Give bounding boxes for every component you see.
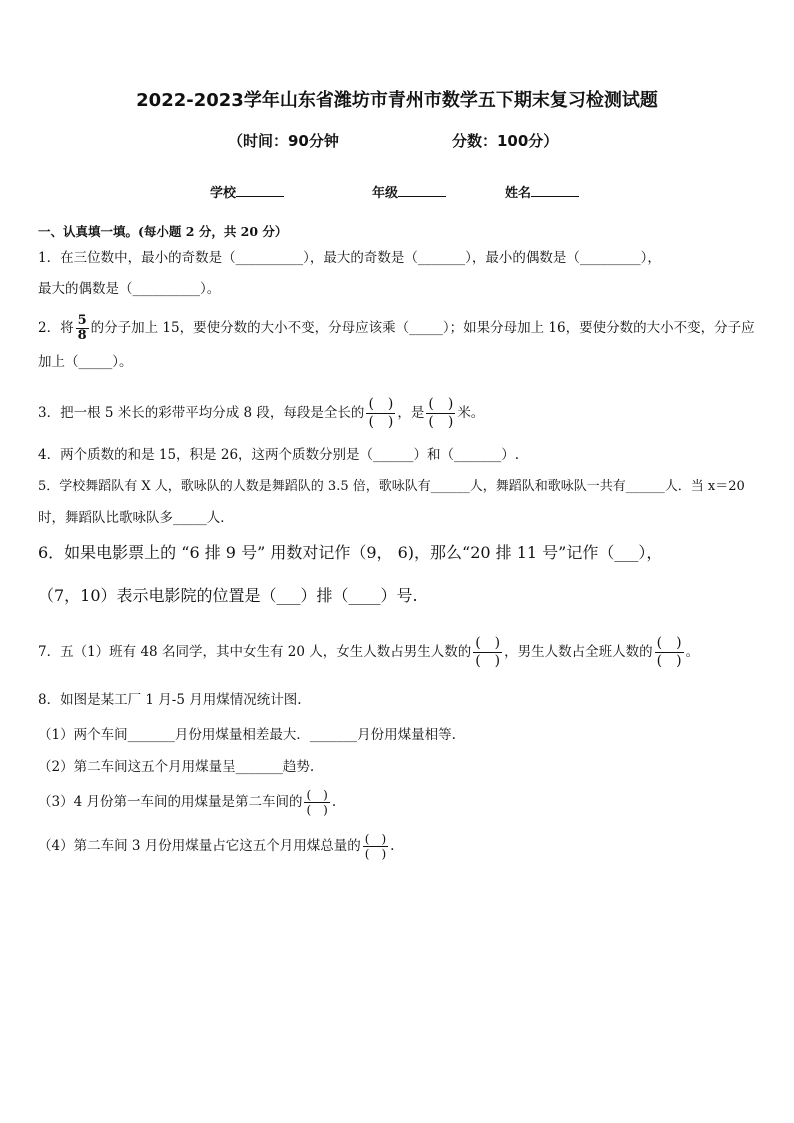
question-1-line-1: 1．在三位数中，最小的奇数是（__________），最大的奇数是（_______），最小的偶数是（_________）， [38, 250, 661, 266]
page-title: 2022-2023学年山东省潍坊市青州市数学五下期末复习检测试题 [136, 90, 658, 111]
question-8-sub-3: （3）4 月份第一车间的用煤量是第二车间的 $\frac{( )}{( )}$ . [38, 788, 337, 817]
exam-time: （时间：90分钟 [228, 132, 339, 150]
grade-label: 年级 [372, 186, 399, 201]
question-2-prefix: 2．将 [38, 320, 74, 336]
question-4: 4．两个质数的和是 15，积是 26，这两个质数分别是（______）和（_______）. [38, 447, 520, 463]
school-field [210, 182, 284, 201]
answer-fraction-blank[interactable]: $\frac{( )}{( )}$ [306, 788, 328, 817]
grade-blank[interactable] [398, 184, 446, 197]
answer-fraction-blank[interactable]: $\frac{( )}{( )}$ [428, 396, 454, 430]
school-label: 学校 [210, 186, 237, 201]
name-blank[interactable] [531, 184, 579, 197]
answer-fraction-blank[interactable]: $\frac{( )}{( )}$ [364, 832, 387, 861]
question-8-sub-4: （4）第二车间 3 月份用煤量占它这五个月用煤总量的 $\frac{( )}{( )}$ . [38, 832, 395, 861]
answer-fraction-blank[interactable]: $\frac{( )}{( )}$ [656, 635, 682, 669]
name-label: 姓名 [505, 186, 532, 201]
question-5-line-2: 时，舞蹈队比歌咏队多_____人． [38, 510, 234, 526]
name-field [505, 182, 579, 201]
section-heading: 一、认真填一填。(每小题 2 分，共 20 分） [38, 224, 288, 239]
question-8-sub-1: （1）两个车间_______月份用煤量相差最大．_______月份用煤量相等. [38, 727, 456, 743]
school-blank[interactable] [236, 184, 284, 197]
question-3: 3．把一根 5 米长的彩带平均分成 8 段，每段是全长的 $\frac{( )}{( )}$ ，是 $\frac{( )}{( )}$ 米。 [38, 396, 485, 430]
answer-fraction-blank[interactable]: $\frac{( )}{( )}$ [368, 396, 394, 430]
fraction-five-eighths: $\frac{5}{8}$ [77, 313, 87, 343]
exam-score: 分数：100分） [452, 132, 559, 150]
question-8-intro: 8．如图是某工厂 1 月-5 月用煤情况统计图. [38, 692, 302, 708]
answer-fraction-blank[interactable]: $\frac{( )}{( )}$ [475, 635, 501, 669]
question-2-line-1 [38, 314, 755, 343]
question-7: 7．五（1）班有 48 名同学，其中女生有 20 人，女生人数占男生人数的 $\frac{( )}{( )}$ ，男生人数占全班人数的 $\frac{( )}{( )}$ 。 [38, 635, 700, 669]
question-5-line-1: 5．学校舞蹈队有 X 人，歌咏队的人数是舞蹈队的 3.5 倍，歌咏队有______人，舞蹈队和歌咏队一共有______人．当 x＝20 [38, 479, 745, 494]
question-8-sub-2: （2）第二车间这五个月用煤量呈_______趋势. [38, 759, 315, 775]
grade-field [372, 182, 446, 201]
question-6-line-2: （7，10）表示电影院的位置是（___）排（____）号. [38, 586, 418, 605]
question-2-suffix: 的分子加上 15，要使分数的大小不变，分母应该乘（_____）；如果分母加上 16，要使分数的大小不变，分子应 [90, 320, 755, 336]
question-2-line-2: 加上（_____）。 [38, 354, 133, 370]
question-1-line-2: 最大的偶数是（__________）。 [38, 281, 221, 297]
question-6-line-1: 6．如果电影票上的 “6 排 9 号” 用数对记作（9， 6)，那么“20 排 11 号”记作（___）， [38, 543, 663, 562]
